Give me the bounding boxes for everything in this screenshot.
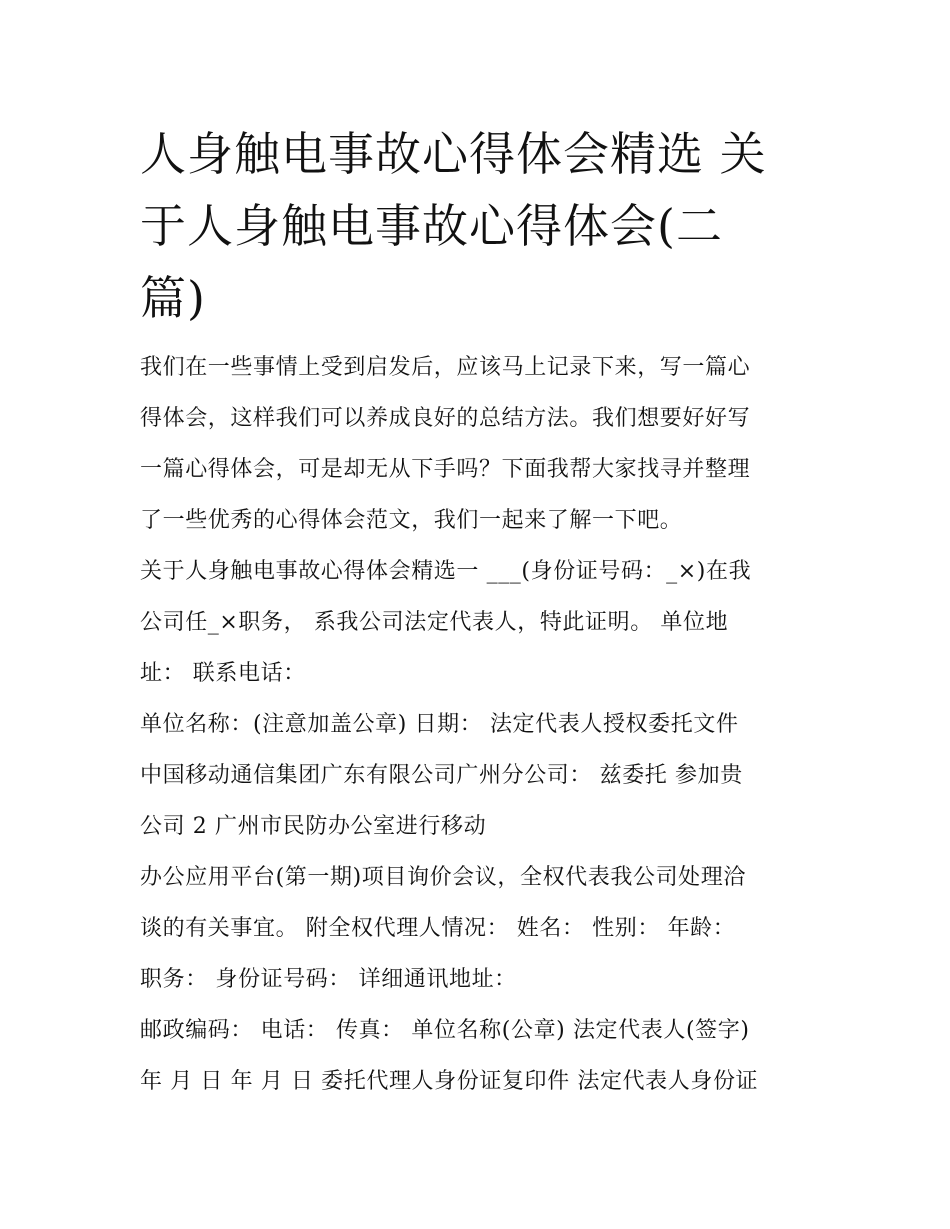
body-line: 关于人身触电事故心得体会精选一 ___(身份证号码：_×)在我 bbox=[140, 559, 752, 584]
body-line: 我们在一些事情上受到启发后，应该马上记录下来，写一篇心 bbox=[140, 355, 751, 380]
body-line: 职务： 身份证号码： 详细通讯地址： bbox=[140, 967, 517, 992]
document-body bbox=[140, 342, 820, 1107]
body-line: 邮政编码： 电话： 传真： 单位名称(公章) 法定代表人(签字) bbox=[140, 1018, 750, 1043]
body-line: 一篇心得体会，可是却无从下手吗？下面我帮大家找寻并整理 bbox=[140, 457, 751, 482]
body-line: 址： 联系电话： bbox=[140, 661, 306, 686]
body-line: 谈的有关事宜。 附全权代理人情况： 姓名： 性别： 年龄： bbox=[140, 916, 736, 941]
document-content bbox=[140, 118, 820, 1107]
body-line: 公司任_×职务， 系我公司法定代表人，特此证明。 单位地 bbox=[140, 610, 729, 635]
title-line: 篇) bbox=[140, 271, 206, 325]
body-line: 办公应用平台(第一期)项目询价会议，全权代表我公司处理洽 bbox=[140, 865, 746, 890]
body-line: 了一些优秀的心得体会范文，我们一起来了解一下吧。 bbox=[140, 508, 683, 533]
body-line: 单位名称：(注意加盖公章) 日期： 法定代表人授权委托文件 bbox=[140, 712, 739, 737]
body-line: 得体会，这样我们可以养成良好的总结方法。我们想要好好写 bbox=[140, 406, 751, 431]
title-line: 人身触电事故心得体会精选 关 bbox=[140, 127, 767, 181]
body-line: 公司 2 广州市民防办公室进行移动 bbox=[140, 814, 487, 839]
document-title bbox=[140, 118, 820, 334]
title-line: 于人身触电事故心得体会(二 bbox=[140, 199, 723, 253]
body-line: 中国移动通信集团广东有限公司广州分公司： 兹委托 参加贵 bbox=[140, 763, 743, 788]
body-line: 年 月 日 年 月 日 委托代理人身份证复印件 法定代表人身份证 bbox=[140, 1069, 759, 1094]
